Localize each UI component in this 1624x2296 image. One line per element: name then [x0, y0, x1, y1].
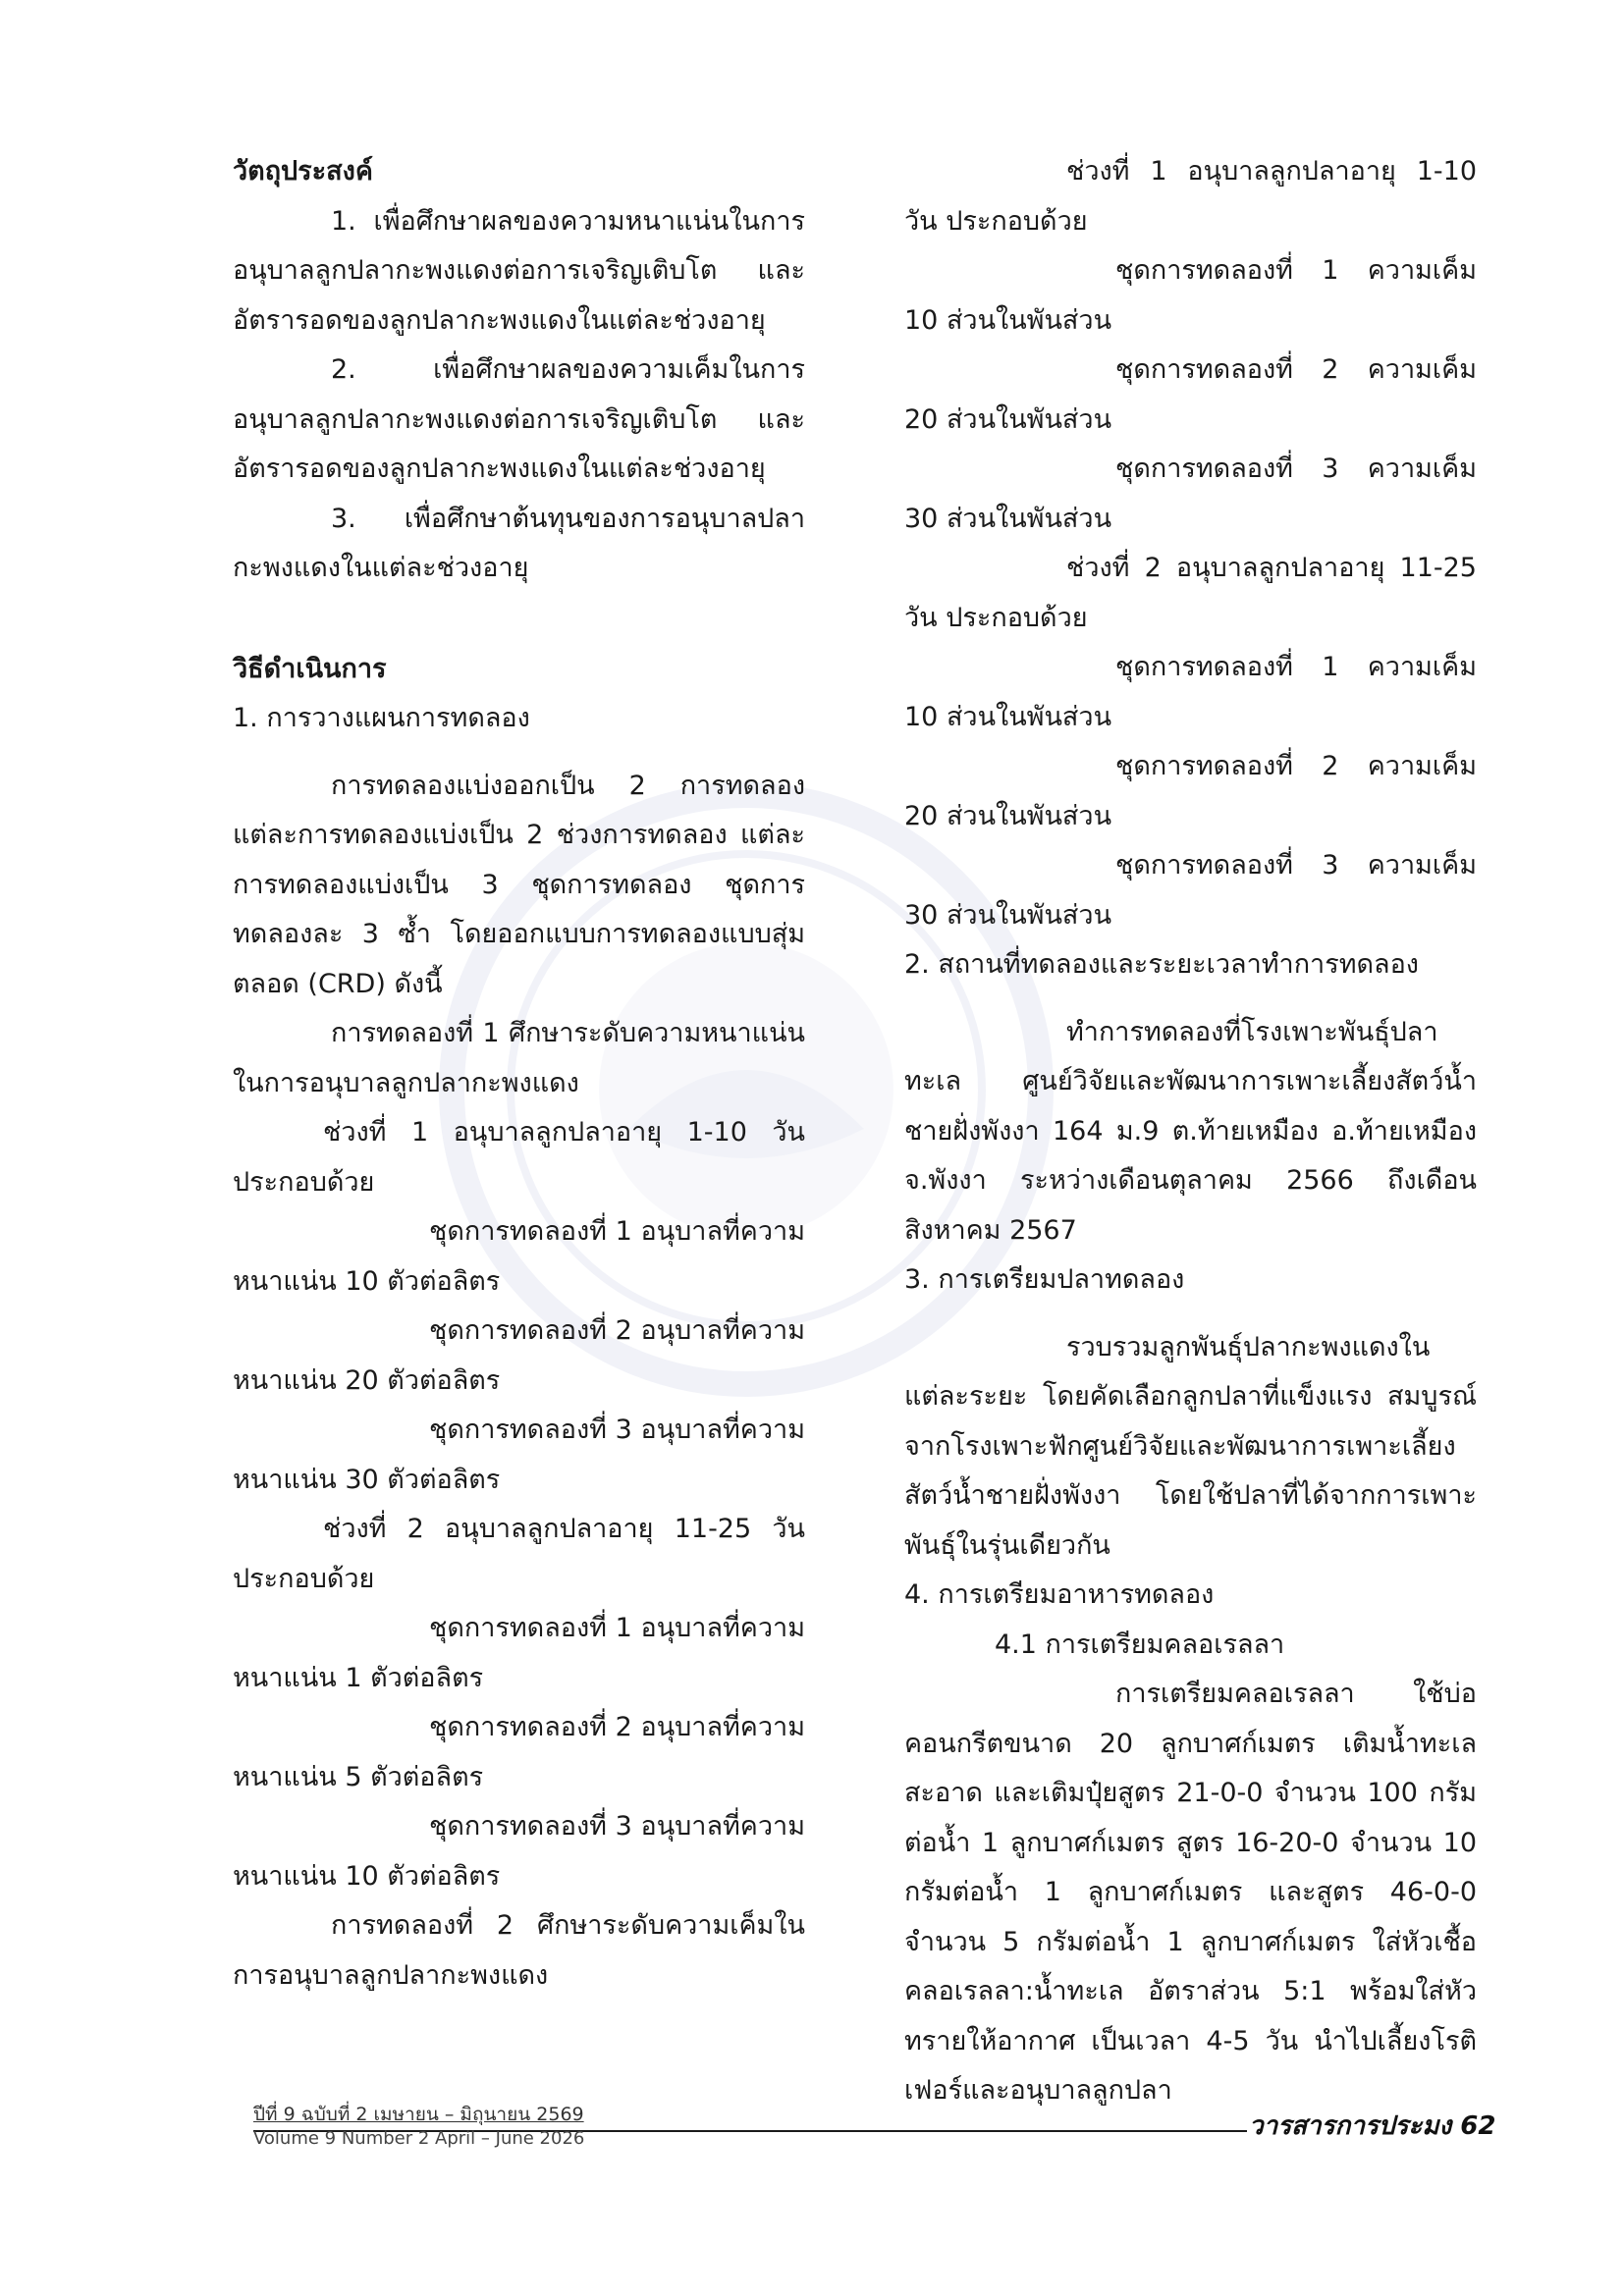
objectives-heading: วัตถุประสงค์	[233, 156, 373, 187]
experiment-2: การทดลองที่ 2 ศึกษาระดับความเค็มในการอนุบาลลูกปลากะพงแดง	[233, 1910, 805, 1991]
right-phase-2-treatment-1: ชุดการทดลองที่ 1 ความเค็ม 10 ส่วนในพันส่วน	[904, 652, 1477, 732]
objective-3: 3. เพื่อศึกษาต้นทุนของการอนุบาลปลากะพงแดงในแต่ละช่วงอายุ	[233, 503, 805, 583]
right-phase-1: ช่วงที่ 1 อนุบาลลูกปลาอายุ 1-10 วัน ประกอบด้วย	[904, 156, 1477, 237]
left-phase-2-treatment-3: ชุดการทดลองที่ 3 อนุบาลที่ความหนาแน่น 10 ตัวต่อลิตร	[233, 1811, 805, 1892]
methods-heading: วิธีดำเนินการ	[233, 653, 387, 684]
right-phase-2-treatment-2: ชุดการทดลองที่ 2 ความเค็ม 20 ส่วนในพันส่วน	[904, 751, 1477, 831]
right-phase-2-treatment-3: ชุดการทดลองที่ 3 ความเค็ม 30 ส่วนในพันส่วน	[904, 850, 1477, 931]
left-phase-2-treatment-2: ชุดการทดลองที่ 2 อนุบาลที่ความหนาแน่น 5 ตัวต่อลิตร	[233, 1712, 805, 1792]
method-3-heading: 3. การเตรียมปลาทดลอง	[904, 1264, 1185, 1295]
method-3-body: รวบรวมลูกพันธุ์ปลากะพงแดงในแต่ละระยะ โดยคัดเลือกลูกปลาที่แข็งแรง สมบูรณ์จากโรงเพาะฟักศูนย์วิจัยและพัฒนาการเพาะเลี้ยงสัตว์น้ำชายฝั่งพังงา โดยใช้ปลาที่ได้จากการเพาะพันธุ์ในรุ่นเดียวกัน	[904, 1331, 1477, 1561]
left-phase-2: ช่วงที่ 2 อนุบาลลูกปลาอายุ 11-25 วัน ประกอบด้วย	[233, 1514, 805, 1594]
footer-journal-page: วารสารการประมง 62	[1249, 2111, 1496, 2141]
right-phase-1-treatment-3: ชุดการทดลองที่ 3 ความเค็ม 30 ส่วนในพันส่วน	[904, 454, 1477, 534]
method-1-heading: 1. การวางแผนการทดลอง	[233, 703, 530, 733]
left-phase-1-treatment-3: ชุดการทดลองที่ 3 อนุบาลที่ความหนาแน่น 30 ตัวต่อลิตร	[233, 1415, 805, 1495]
footer-issue-english: Volume 9 Number 2 April – June 2026	[253, 2128, 585, 2149]
method-4-heading: 4. การเตรียมอาหารทดลอง	[904, 1579, 1215, 1610]
left-phase-2-treatment-1: ชุดการทดลองที่ 1 อนุบาลที่ความหนาแน่น 1 ตัวต่อลิตร	[233, 1613, 805, 1693]
objective-1: 1. เพื่อศึกษาผลของความหนาแน่นในการอนุบาลลูกปลากะพงแดงต่อการเจริญเติบโต และอัตรารอดของลูกปลากะพงแดงในแต่ละช่วงอายุ	[233, 205, 805, 336]
right-column	[904, 147, 1477, 2116]
left-phase-1-treatment-1: ชุดการทดลองที่ 1 อนุบาลที่ความหนาแน่น 10 ตัวต่อลิตร	[233, 1216, 805, 1297]
right-phase-1-treatment-1: ชุดการทดลองที่ 1 ความเค็ม 10 ส่วนในพันส่วน	[904, 255, 1477, 336]
objective-2: 2. เพื่อศึกษาผลของความเค็มในการอนุบาลลูกปลากะพงแดงต่อการเจริญเติบโต และอัตรารอดของลูกปลากะพงแดงในแต่ละช่วงอายุ	[233, 354, 805, 484]
method-2-heading: 2. สถานที่ทดลองและระยะเวลาทำการทดลอง	[904, 949, 1419, 980]
method-4-1-heading: 4.1 การเตรียมคลอเรลลา	[995, 1629, 1285, 1660]
footer-issue-thai: ปีที่ 9 ฉบับที่ 2 เมษายน – มิถุนายน 2569	[253, 2104, 584, 2125]
method-2-body: ทำการทดลองที่โรงเพาะพันธุ์ปลาทะเล ศูนย์วิจัยและพัฒนาการเพาะเลี้ยงสัตว์น้ำชายฝั่งพังงา 164 ม.9 ต.ท้ายเหมือง อ.ท้ายเหมือง จ.พังงา ระหว่างเดือนตุลาคม 2566 ถึงเดือนสิงหาคม 2567	[904, 1016, 1477, 1246]
method-1-body: การทดลองแบ่งออกเป็น 2 การทดลอง แต่ละการทดลองแบ่งเป็น 2 ช่วงการทดลอง แต่ละการทดลองแบ่งเป็น 3 ชุดการทดลอง ชุดการทดลองละ 3 ซ้ำ โดยออกแบบการทดลองแบบสุ่มตลอด (CRD) ดังนี้	[233, 770, 805, 999]
left-phase-1-treatment-2: ชุดการทดลองที่ 2 อนุบาลที่ความหนาแน่น 20 ตัวต่อลิตร	[233, 1315, 805, 1396]
method-4-1-body: การเตรียมคลอเรลลา ใช้บ่อคอนกรีตขนาด 20 ลูกบาศก์เมตร เติมน้ำทะเลสะอาด และเติมปุ๋ยสูตร 21-0-0 จำนวน 100 กรัมต่อน้ำ 1 ลูกบาศก์เมตร สูตร 16-20-0 จำนวน 10 กรัมต่อน้ำ 1 ลูกบาศก์เมตร และสูตร 46-0-0 จำนวน 5 กรัมต่อน้ำ 1 ลูกบาศก์เมตร ใส่หัวเชื้อคลอเรลลา:น้ำทะเล อัตราส่วน 5:1 พร้อมใส่หัวทรายให้อากาศ เป็นเวลา 4-5 วัน นำไปเลี้ยงโรติเฟอร์และอนุบาลลูกปลา	[904, 1679, 1477, 2106]
left-phase-1: ช่วงที่ 1 อนุบาลลูกปลาอายุ 1-10 วัน ประกอบด้วย	[233, 1117, 805, 1198]
right-phase-2: ช่วงที่ 2 อนุบาลลูกปลาอายุ 11-25 วัน ประกอบด้วย	[904, 553, 1477, 633]
experiment-1: การทดลองที่ 1 ศึกษาระดับความหนาแน่นในการอนุบาลลูกปลากะพงแดง	[233, 1018, 805, 1098]
left-column	[233, 147, 805, 2001]
right-phase-1-treatment-2: ชุดการทดลองที่ 2 ความเค็ม 20 ส่วนในพันส่วน	[904, 354, 1477, 435]
